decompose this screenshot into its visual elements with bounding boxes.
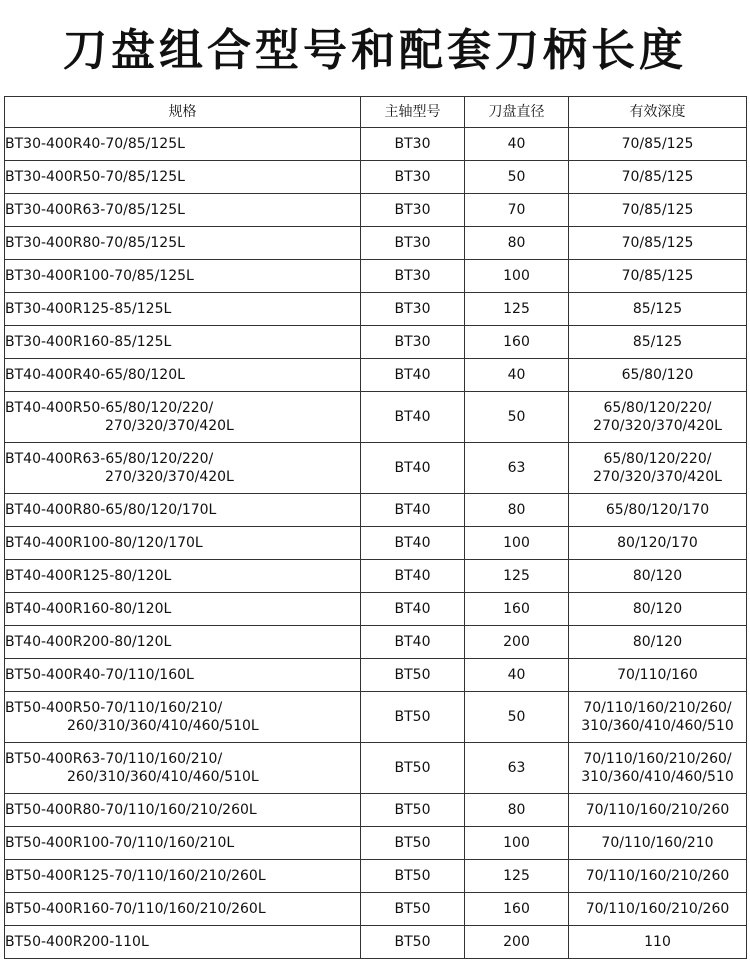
spindle-cell: BT40 xyxy=(361,392,465,443)
depth-line: 70/85/125 xyxy=(621,268,694,284)
table-row xyxy=(5,227,747,260)
header-row xyxy=(5,97,747,128)
spec-line: BT50-400R63-70/110/160/210/ xyxy=(5,751,223,767)
spec-cell xyxy=(5,794,361,827)
spindle-cell: BT50 xyxy=(361,827,465,860)
depth-line: 70/85/125 xyxy=(621,169,694,185)
spec-cell xyxy=(5,527,361,560)
diameter-cell: 160 xyxy=(465,326,569,359)
depth-line: 85/125 xyxy=(632,334,683,350)
diameter-cell: 63 xyxy=(465,743,569,794)
spindle-cell: BT40 xyxy=(361,560,465,593)
diameter-cell: 50 xyxy=(465,692,569,743)
spec-cell xyxy=(5,593,361,626)
spec-line: BT50-400R80-70/110/160/210/260L xyxy=(5,802,257,818)
spec-line: BT30-400R125-85/125L xyxy=(5,301,172,317)
spindle-cell: BT40 xyxy=(361,527,465,560)
table-row xyxy=(5,860,747,893)
depth-cell xyxy=(569,794,747,827)
depth-cell xyxy=(569,494,747,527)
spindle-cell: BT30 xyxy=(361,194,465,227)
spindle-cell: BT50 xyxy=(361,794,465,827)
spec-cell xyxy=(5,494,361,527)
diameter-cell: 40 xyxy=(465,128,569,161)
depth-line: 70/110/160/210/260 xyxy=(585,868,730,884)
spindle-cell: BT40 xyxy=(361,593,465,626)
depth-line: 65/80/120 xyxy=(621,367,694,383)
header-spindle: 主轴型号 xyxy=(361,97,465,128)
depth-cell xyxy=(569,128,747,161)
table-row xyxy=(5,692,747,743)
depth-cell xyxy=(569,926,747,959)
depth-line: 80/120 xyxy=(632,634,683,650)
depth-line: 70/85/125 xyxy=(621,202,694,218)
depth-cell xyxy=(569,626,747,659)
spindle-cell: BT30 xyxy=(361,227,465,260)
depth-cell xyxy=(569,161,747,194)
spindle-cell: BT50 xyxy=(361,893,465,926)
spec-cell xyxy=(5,326,361,359)
diameter-cell: 70 xyxy=(465,194,569,227)
spec-cell xyxy=(5,827,361,860)
table-row xyxy=(5,827,747,860)
table-row xyxy=(5,359,747,392)
depth-cell xyxy=(569,560,747,593)
spec-cell xyxy=(5,926,361,959)
table-row xyxy=(5,626,747,659)
spec-cell xyxy=(5,293,361,326)
depth-cell xyxy=(569,692,747,743)
spec-line: BT30-400R40-70/85/125L xyxy=(5,136,185,152)
header-spec: 规格 xyxy=(5,97,361,128)
table-row xyxy=(5,161,747,194)
spec-cell xyxy=(5,227,361,260)
table-row xyxy=(5,128,747,161)
spec-cell xyxy=(5,860,361,893)
diameter-cell: 100 xyxy=(465,527,569,560)
spec-cell xyxy=(5,626,361,659)
table-row xyxy=(5,743,747,794)
diameter-cell: 125 xyxy=(465,860,569,893)
depth-cell xyxy=(569,194,747,227)
depth-cell xyxy=(569,593,747,626)
depth-cell xyxy=(569,260,747,293)
spec-cell xyxy=(5,260,361,293)
spec-line: 270/320/370/420L xyxy=(105,418,234,434)
depth-line: 80/120 xyxy=(632,568,683,584)
depth-line: 85/125 xyxy=(632,301,683,317)
spec-line: BT40-400R40-65/80/120L xyxy=(5,367,185,383)
diameter-cell: 125 xyxy=(465,560,569,593)
spec-cell xyxy=(5,392,361,443)
diameter-cell: 40 xyxy=(465,659,569,692)
table-row xyxy=(5,392,747,443)
spindle-cell: BT40 xyxy=(361,494,465,527)
spindle-cell: BT30 xyxy=(361,293,465,326)
spec-line: BT50-400R160-70/110/160/210/260L xyxy=(5,901,266,917)
diameter-cell: 80 xyxy=(465,494,569,527)
table-row xyxy=(5,926,747,959)
table-body xyxy=(5,128,747,959)
table-row xyxy=(5,293,747,326)
spec-cell xyxy=(5,692,361,743)
diameter-cell: 63 xyxy=(465,443,569,494)
depth-line: 65/80/120/220/ xyxy=(603,400,712,416)
table-row xyxy=(5,593,747,626)
spec-line: 270/320/370/420L xyxy=(105,469,234,485)
spec-cell xyxy=(5,560,361,593)
depth-line: 310/360/410/460/510 xyxy=(581,718,734,734)
table-row xyxy=(5,794,747,827)
spec-cell xyxy=(5,659,361,692)
depth-cell xyxy=(569,293,747,326)
depth-line: 70/110/160/210/260 xyxy=(585,901,730,917)
spec-cell xyxy=(5,893,361,926)
spec-line: BT50-400R200-110L xyxy=(5,934,149,950)
spec-line: BT40-400R50-65/80/120/220/ xyxy=(5,400,214,416)
spec-cell xyxy=(5,359,361,392)
spindle-cell: BT50 xyxy=(361,659,465,692)
depth-cell xyxy=(569,359,747,392)
depth-line: 80/120/170 xyxy=(617,535,698,551)
spec-line: BT40-400R125-80/120L xyxy=(5,568,172,584)
depth-line: 70/85/125 xyxy=(621,235,694,251)
diameter-cell: 80 xyxy=(465,227,569,260)
depth-cell xyxy=(569,827,747,860)
depth-cell xyxy=(569,392,747,443)
spindle-cell: BT30 xyxy=(361,326,465,359)
table-row xyxy=(5,326,747,359)
depth-line: 110 xyxy=(644,934,671,950)
diameter-cell: 200 xyxy=(465,626,569,659)
spindle-cell: BT30 xyxy=(361,161,465,194)
header-diameter: 刀盘直径 xyxy=(465,97,569,128)
depth-line: 65/80/120/220/ xyxy=(603,451,712,467)
depth-line: 70/110/160/210/260/ xyxy=(583,700,732,716)
spindle-cell: BT50 xyxy=(361,926,465,959)
diameter-cell: 100 xyxy=(465,260,569,293)
diameter-cell: 50 xyxy=(465,161,569,194)
depth-cell xyxy=(569,326,747,359)
spindle-cell: BT50 xyxy=(361,743,465,794)
depth-line: 70/110/160/210/260 xyxy=(585,802,730,818)
spec-line: 260/310/360/410/460/510L xyxy=(67,718,259,734)
depth-line: 70/110/160/210/260/ xyxy=(583,751,732,767)
table-row xyxy=(5,494,747,527)
spindle-cell: BT40 xyxy=(361,443,465,494)
depth-cell xyxy=(569,860,747,893)
diameter-cell: 80 xyxy=(465,794,569,827)
spec-line: 260/310/360/410/460/510L xyxy=(67,769,259,785)
diameter-cell: 160 xyxy=(465,893,569,926)
spec-cell xyxy=(5,443,361,494)
spec-line: BT50-400R40-70/110/160L xyxy=(5,667,194,683)
depth-cell xyxy=(569,659,747,692)
spec-line: BT30-400R50-70/85/125L xyxy=(5,169,185,185)
spec-line: BT40-400R160-80/120L xyxy=(5,601,172,617)
header-depth: 有效深度 xyxy=(569,97,747,128)
spec-line: BT30-400R80-70/85/125L xyxy=(5,235,185,251)
depth-cell xyxy=(569,227,747,260)
depth-line: 80/120 xyxy=(632,601,683,617)
diameter-cell: 40 xyxy=(465,359,569,392)
spec-line: BT50-400R125-70/110/160/210/260L xyxy=(5,868,266,884)
diameter-cell: 50 xyxy=(465,392,569,443)
spec-line: BT40-400R200-80/120L xyxy=(5,634,172,650)
diameter-cell: 100 xyxy=(465,827,569,860)
table-row xyxy=(5,260,747,293)
spec-table xyxy=(4,96,747,959)
spec-line: BT30-400R160-85/125L xyxy=(5,334,172,350)
table-row xyxy=(5,194,747,227)
table-row xyxy=(5,659,747,692)
spec-line: BT40-400R63-65/80/120/220/ xyxy=(5,451,214,467)
spindle-cell: BT30 xyxy=(361,260,465,293)
diameter-cell: 160 xyxy=(465,593,569,626)
spec-line: BT40-400R100-80/120/170L xyxy=(5,535,203,551)
spindle-cell: BT50 xyxy=(361,692,465,743)
spec-line: BT30-400R63-70/85/125L xyxy=(5,202,185,218)
depth-line: 270/320/370/420L xyxy=(593,469,722,485)
spindle-cell: BT50 xyxy=(361,860,465,893)
depth-line: 70/110/160/210 xyxy=(601,835,714,851)
depth-line: 310/360/410/460/510 xyxy=(581,769,734,785)
spec-line: BT50-400R100-70/110/160/210L xyxy=(5,835,235,851)
spec-line: BT40-400R80-65/80/120/170L xyxy=(5,502,217,518)
depth-cell xyxy=(569,527,747,560)
diameter-cell: 200 xyxy=(465,926,569,959)
table-row xyxy=(5,443,747,494)
depth-line: 270/320/370/420L xyxy=(593,418,722,434)
spec-cell xyxy=(5,128,361,161)
depth-cell xyxy=(569,893,747,926)
depth-line: 65/80/120/170 xyxy=(605,502,710,518)
depth-line: 70/85/125 xyxy=(621,136,694,152)
depth-cell xyxy=(569,443,747,494)
page-title: 刀盘组合型号和配套刀柄长度 xyxy=(63,25,687,76)
diameter-cell: 125 xyxy=(465,293,569,326)
depth-cell xyxy=(569,743,747,794)
spec-cell xyxy=(5,161,361,194)
spec-line: BT50-400R50-70/110/160/210/ xyxy=(5,700,223,716)
depth-line: 70/110/160 xyxy=(617,667,698,683)
table-row xyxy=(5,893,747,926)
spec-line: BT30-400R100-70/85/125L xyxy=(5,268,194,284)
spindle-cell: BT30 xyxy=(361,128,465,161)
spec-cell xyxy=(5,194,361,227)
spindle-cell: BT40 xyxy=(361,626,465,659)
table-row xyxy=(5,527,747,560)
spindle-cell: BT40 xyxy=(361,359,465,392)
spec-cell xyxy=(5,743,361,794)
table-row xyxy=(5,560,747,593)
